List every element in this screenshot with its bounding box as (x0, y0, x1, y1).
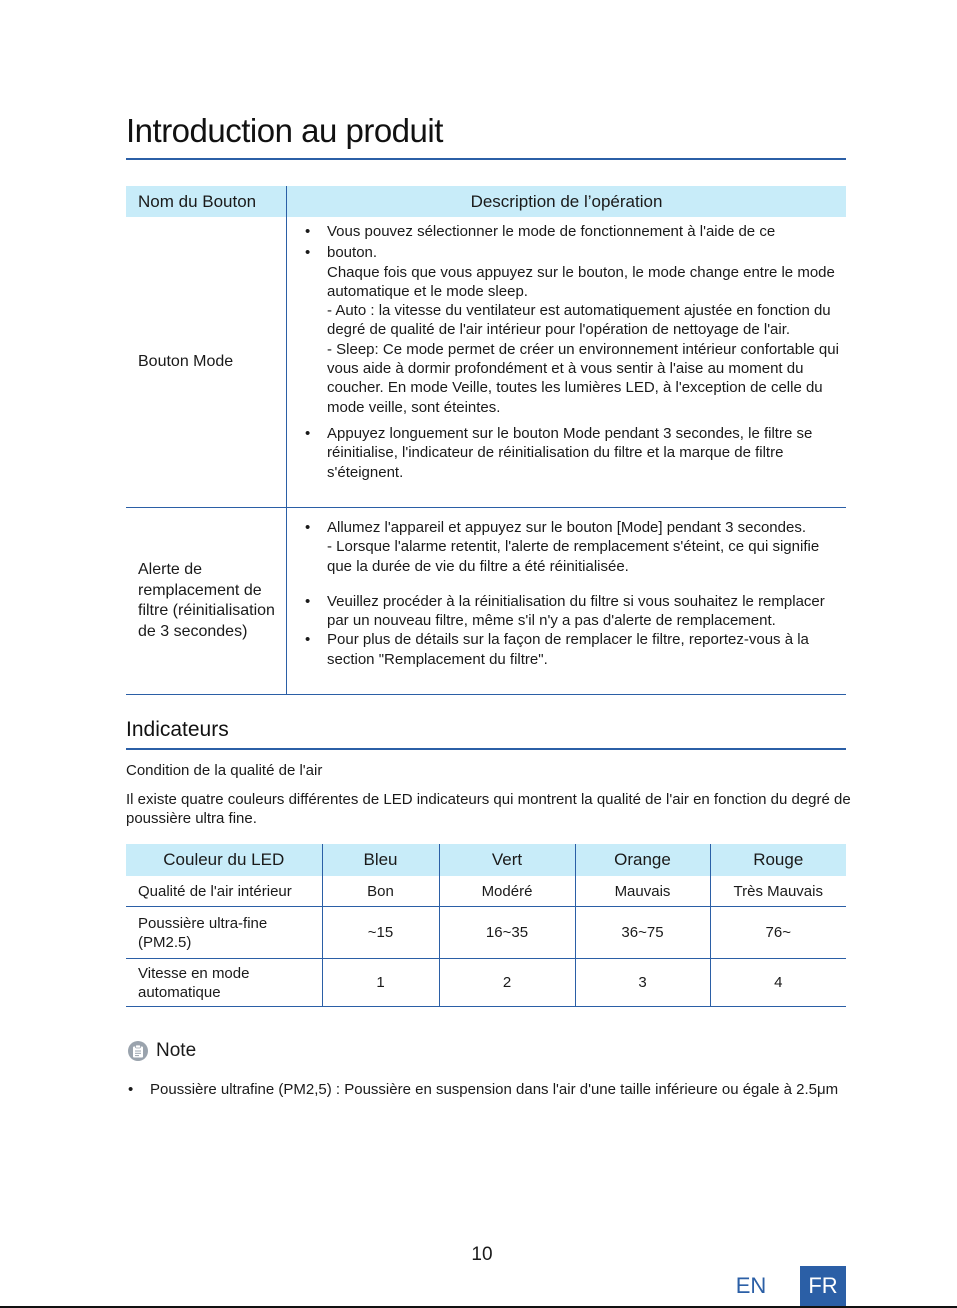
table-cell: 36~75 (575, 907, 710, 959)
title-divider (126, 158, 846, 160)
header-green: Vert (439, 844, 575, 876)
table-row (126, 508, 846, 695)
header-button-name: Nom du Bouton (126, 186, 287, 217)
table-cell: Modéré (439, 876, 575, 907)
list-item: • Allumez l'appareil et appuyez sur le bouton [Mode] pendant 3 secondes. (305, 518, 846, 537)
table-header-row (126, 844, 846, 876)
table-header-row (126, 186, 846, 217)
table-cell: 4 (710, 959, 846, 1007)
row-label: Qualité de l'air intérieur (126, 876, 322, 907)
table-cell: 16~35 (439, 907, 575, 959)
table-cell: Bon (322, 876, 439, 907)
description-cell (287, 217, 847, 508)
table-cell: 1 (322, 959, 439, 1007)
section-title: Indicateurs (126, 718, 229, 741)
page-title: Introduction au produit (126, 112, 443, 149)
button-description-table (126, 186, 846, 695)
note-heading (128, 1040, 196, 1062)
note-icon (128, 1041, 148, 1061)
table-row (126, 959, 846, 1007)
intro-text: Il existe quatre couleurs différentes de LED indicateurs qui montrent la qualité de l'air en fonction du degré de poussière ultra fine. (126, 791, 851, 828)
row-label: Poussière ultra-fine (PM2.5) (126, 907, 322, 959)
list-item: Chaque fois que vous appuyez sur le bouton, le mode change entre le mode automatique et le mode sleep. (327, 263, 835, 300)
table-cell: 76~ (710, 907, 846, 959)
description-list (305, 518, 846, 669)
button-name-cell: Bouton Mode (126, 217, 287, 508)
page-number: 10 (471, 1244, 493, 1265)
sub-heading: Condition de la qualité de l'air (126, 762, 323, 779)
table-cell: 2 (439, 959, 575, 1007)
row-label: Vitesse en mode automatique (126, 959, 322, 1007)
list-item: • Pour plus de détails sur la façon de remplacer le filtre, reportez-vous à la section "Remplacement du filtre". (305, 630, 846, 669)
header-orange: Orange (575, 844, 710, 876)
list-item: • Poussière ultrafine (PM2,5) : Poussière en suspension dans l'air d'une taille inférieure ou égale à 2.5μm (128, 1080, 863, 1099)
table-row (126, 876, 846, 907)
note-title: Note (156, 1040, 197, 1061)
list-item: • Veuillez procéder à la réinitialisation du filtre si vous souhaitez le remplacer par un nouveau filtre, même s'il n'y a pas d'alerte de remplacement. (305, 592, 846, 631)
list-item: - Auto : la vitesse du ventilateur est automatiquement ajustée en fonction du degré de qualité de l'air intérieur pour l'opération de nettoyage de l'air. (327, 302, 831, 339)
table-row (126, 217, 846, 508)
table-cell: Très Mauvais (710, 876, 846, 907)
language-tab-fr[interactable]: FR (800, 1266, 846, 1306)
table-cell: ~15 (322, 907, 439, 959)
header-led-color: Couleur du LED (126, 844, 322, 876)
table-cell: 3 (575, 959, 710, 1007)
list-item: - Lorsque l'alarme retentit, l'alerte de remplacement s'éteint, ce qui signifie que la durée de vie du filtre a été réinitialisée. (327, 538, 820, 575)
language-tab-en[interactable]: EN (735, 1273, 767, 1298)
header-operation-description: Description de l’opération (287, 186, 847, 217)
description-cell (287, 508, 847, 695)
section-divider (126, 748, 846, 750)
header-red: Rouge (710, 844, 846, 876)
table-row (126, 907, 846, 959)
description-list (305, 222, 846, 482)
list-item: - Sleep: Ce mode permet de créer un environnement intérieur confortable qui vous aide à dormir profondément et à vous sentir à l'aise au moment du coucher. En mode Veille, toutes les lumières LED, à l'exception de celle du mode veille, sont éteintes. (327, 340, 839, 416)
list-item: • Appuyez longuement sur le bouton Mode pendant 3 secondes, le filtre se réinitialise, l'indicateur de réinitialisation du filtre et la marque de filtre s'éteignent. (305, 424, 846, 482)
table-cell: Mauvais (575, 876, 710, 907)
list-item: • bouton. (305, 243, 846, 262)
list-item: • Vous pouvez sélectionner le mode de fonctionnement à l'aide de ce (305, 222, 846, 241)
note-list (128, 1080, 863, 1099)
header-blue: Bleu (322, 844, 439, 876)
button-name-cell: Alerte de remplacement de filtre (réinitialisation de 3 secondes) (126, 508, 287, 695)
led-indicator-table (126, 844, 846, 1007)
